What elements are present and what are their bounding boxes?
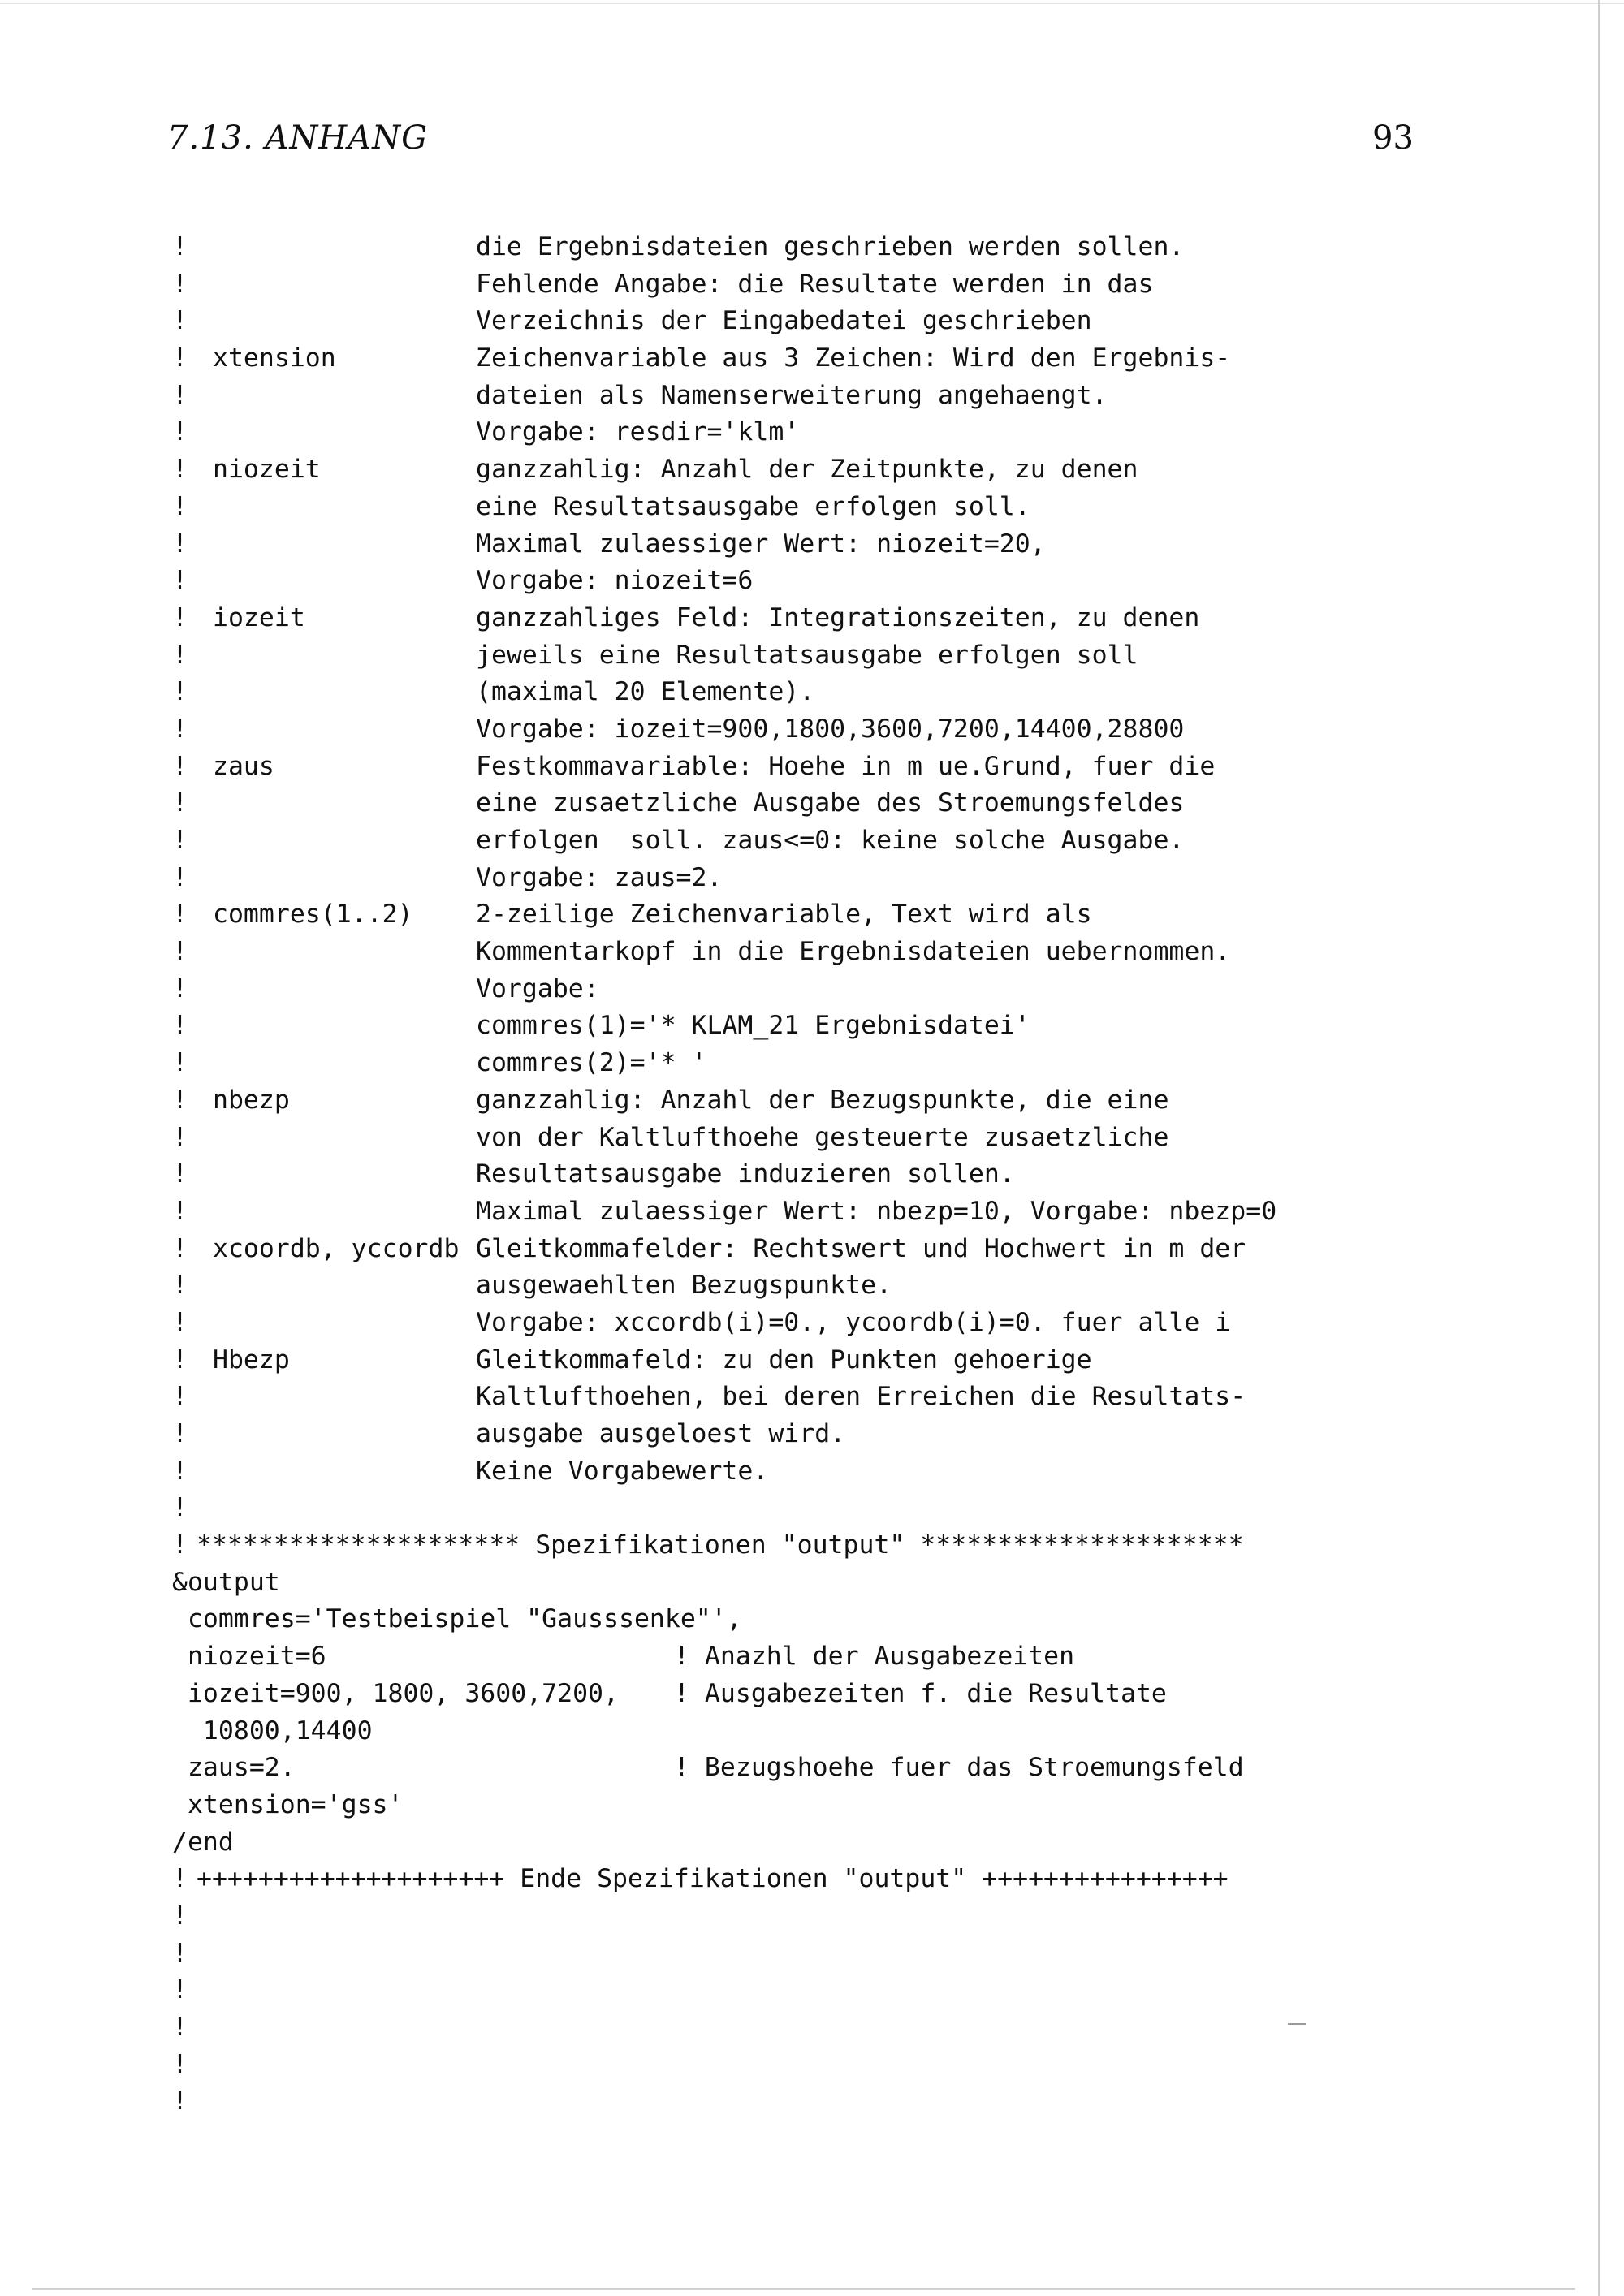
code-text: zaus=2.: [172, 1753, 296, 1783]
code-text: commres='Testbeispiel "Gausssenke"',: [172, 1604, 742, 1634]
comment-marker: !: [172, 1493, 188, 1523]
comment-marker: !: [172, 1938, 188, 1968]
parameter-description: ganzzahlig: Anzahl der Bezugspunkte, die eine: [476, 1085, 1169, 1115]
comment-marker: !: [172, 1530, 188, 1560]
parameter-description: Festkommavariable: Hoehe in m ue.Grund, fuer die: [476, 751, 1216, 781]
comment-marker: !: [172, 306, 188, 336]
code-text: 10800,14400: [172, 1716, 373, 1746]
comment-marker: !: [172, 2049, 188, 2079]
comment-marker: !: [172, 1307, 188, 1337]
comment-marker: !: [172, 788, 188, 818]
parameter-name: xtension: [213, 343, 336, 373]
parameter-description: ausgewaehlten Bezugspunkte.: [476, 1271, 892, 1301]
comment-marker: !: [172, 380, 188, 410]
comment-marker: !: [172, 566, 188, 596]
comment-marker: !: [172, 1196, 188, 1226]
parameter-name: nbezp: [213, 1085, 290, 1115]
parameter-description: Verzeichnis der Eingabedatei geschrieben: [476, 306, 1092, 336]
code-text: ********************* Spezifikationen "output" *********************: [197, 1530, 1244, 1560]
code-text: xtension='gss': [172, 1789, 404, 1819]
parameter-description: dateien als Namenserweiterung angehaengt.: [476, 380, 1108, 410]
parameter-description: Zeichenvariable aus 3 Zeichen: Wird den Ergebnis-: [476, 343, 1231, 373]
comment-marker: !: [172, 1456, 188, 1486]
parameter-description: Maximal zulaessiger Wert: niozeit=20,: [476, 529, 1046, 559]
code-text: ++++++++++++++++++++ Ende Spezifikationen "output" ++++++++++++++++: [197, 1864, 1229, 1894]
page-number: 93: [1372, 119, 1414, 157]
parameter-description: (maximal 20 Elemente).: [476, 677, 815, 707]
comment-marker: !: [172, 1864, 188, 1894]
parameter-name: commres(1..2): [213, 900, 413, 930]
parameter-description: Fehlende Angabe: die Resultate werden in das: [476, 269, 1154, 299]
inline-comment: ! Anazhl der Ausgabezeiten: [674, 1642, 1075, 1672]
comment-marker: !: [172, 1122, 188, 1152]
comment-marker: !: [172, 343, 188, 373]
parameter-name: iozeit: [213, 602, 305, 632]
parameter-description: Maximal zulaessiger Wert: nbezp=10, Vorgabe: nbezp=0: [476, 1196, 1277, 1226]
comment-marker: !: [172, 862, 188, 892]
parameter-description: eine zusaetzliche Ausgabe des Stroemungsfeldes: [476, 788, 1185, 818]
code-text: iozeit=900, 1800, 3600,7200,: [172, 1678, 619, 1708]
inline-comment: ! Ausgabezeiten f. die Resultate: [674, 1678, 1167, 1708]
code-text: /end: [172, 1827, 234, 1857]
comment-marker: !: [172, 602, 188, 632]
comment-marker: !: [172, 1975, 188, 2005]
comment-marker: !: [172, 1159, 188, 1189]
comment-marker: !: [172, 677, 188, 707]
scan-mark: [1288, 2023, 1306, 2025]
parameter-description: von der Kaltlufthoehe gesteuerte zusaetzliche: [476, 1122, 1169, 1152]
code-text: &output: [172, 1567, 280, 1597]
parameter-description: Keine Vorgabewerte.: [476, 1456, 769, 1486]
parameter-name: niozeit: [213, 455, 321, 485]
comment-marker: !: [172, 826, 188, 855]
parameter-description: ganzzahlig: Anzahl der Zeitpunkte, zu denen: [476, 455, 1138, 485]
code-text: niozeit=6: [172, 1642, 326, 1672]
comment-marker: !: [172, 1419, 188, 1448]
scan-edge-top: [0, 3, 1624, 4]
comment-marker: !: [172, 1382, 188, 1412]
parameter-description: 2-zeilige Zeichenvariable, Text wird als: [476, 900, 1092, 930]
parameter-name: Hbezp: [213, 1344, 290, 1375]
parameter-description: Vorgabe: xccordb(i)=0., ycoordb(i)=0. fuer alle i: [476, 1307, 1231, 1337]
comment-marker: !: [172, 973, 188, 1003]
parameter-description: Kommentarkopf in die Ergebnisdateien uebernommen.: [476, 937, 1231, 967]
parameter-description: Resultatsausgabe induzieren sollen.: [476, 1159, 1015, 1189]
parameter-description: Gleitkommafeld: zu den Punkten gehoerige: [476, 1344, 1092, 1375]
comment-marker: !: [172, 1901, 188, 1931]
comment-marker: !: [172, 1085, 188, 1115]
parameter-description: commres(1)='* KLAM_21 Ergebnisdatei': [476, 1011, 1030, 1041]
parameter-description: Vorgabe: zaus=2.: [476, 862, 723, 892]
scan-edge-right: [1598, 0, 1600, 2296]
comment-marker: !: [172, 751, 188, 781]
parameter-description: Vorgabe: iozeit=900,1800,3600,7200,14400,28800: [476, 714, 1185, 744]
parameter-description: erfolgen soll. zaus<=0: keine solche Ausgabe.: [476, 826, 1185, 855]
comment-marker: !: [172, 269, 188, 299]
running-head: 7.13. ANHANG: [167, 119, 429, 157]
parameter-description: Vorgabe: resdir='klm': [476, 417, 800, 447]
comment-marker: !: [172, 714, 188, 744]
parameter-description: ganzzahliges Feld: Integrationszeiten, zu denen: [476, 602, 1200, 632]
parameter-description: Gleitkommafelder: Rechtswert und Hochwert in m der: [476, 1233, 1246, 1263]
comment-marker: !: [172, 900, 188, 930]
comment-marker: !: [172, 529, 188, 559]
parameter-description: eine Resultatsausgabe erfolgen soll.: [476, 491, 1030, 521]
comment-marker: !: [172, 937, 188, 967]
comment-marker: !: [172, 2013, 188, 2042]
parameter-description: ausgabe ausgeloest wird.: [476, 1419, 846, 1448]
comment-marker: !: [172, 1344, 188, 1375]
parameter-description: jeweils eine Resultatsausgabe erfolgen soll: [476, 640, 1138, 670]
comment-marker: !: [172, 640, 188, 670]
comment-marker: !: [172, 491, 188, 521]
parameter-description: Kaltlufthoehen, bei deren Erreichen die Resultats-: [476, 1382, 1246, 1412]
parameter-name: xcoordb, yccordb: [213, 1233, 460, 1263]
parameter-description: commres(2)='* ': [476, 1048, 707, 1078]
comment-marker: !: [172, 455, 188, 485]
comment-marker: !: [172, 232, 188, 261]
scan-edge-bottom: [32, 2288, 1575, 2290]
comment-marker: !: [172, 2087, 188, 2117]
comment-marker: !: [172, 1233, 188, 1263]
comment-marker: !: [172, 417, 188, 447]
comment-marker: !: [172, 1048, 188, 1078]
comment-marker: !: [172, 1271, 188, 1301]
inline-comment: ! Bezugshoehe fuer das Stroemungsfeld: [674, 1753, 1244, 1783]
parameter-description: Vorgabe:: [476, 973, 599, 1003]
parameter-description: die Ergebnisdateien geschrieben werden sollen.: [476, 232, 1185, 261]
parameter-description: Vorgabe: niozeit=6: [476, 566, 754, 596]
parameter-name: zaus: [213, 751, 274, 781]
comment-marker: !: [172, 1011, 188, 1041]
